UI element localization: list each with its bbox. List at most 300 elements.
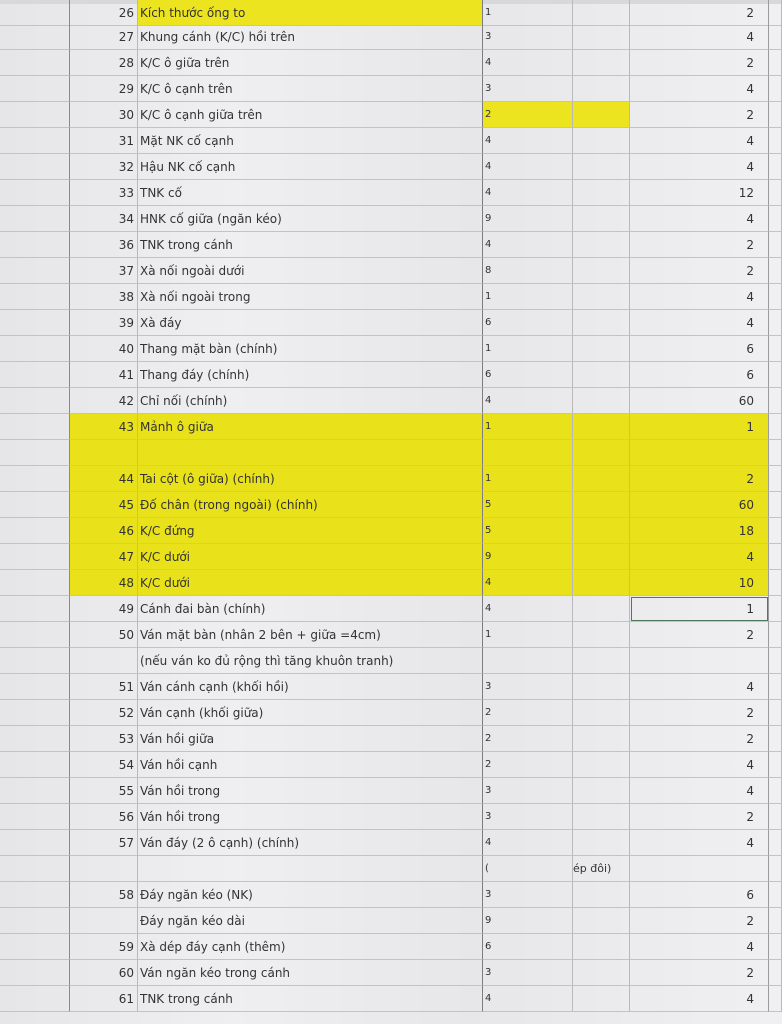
row-header-cell xyxy=(0,622,70,648)
edge-cell xyxy=(769,908,782,934)
row-header-cell xyxy=(0,128,70,154)
total-cell[interactable]: 2 xyxy=(630,232,769,258)
item-name-cell[interactable]: Chỉ nối (chính) xyxy=(138,388,483,414)
note-cell[interactable] xyxy=(573,232,630,258)
total-cell[interactable] xyxy=(630,856,769,882)
total-cell[interactable]: 4 xyxy=(630,284,769,310)
row-header-cell xyxy=(0,830,70,856)
total-cell[interactable] xyxy=(630,648,769,674)
note-cell[interactable] xyxy=(573,908,630,934)
qty-cell[interactable]: 4 xyxy=(483,596,573,622)
qty-cell[interactable]: 5 xyxy=(483,518,573,544)
item-name-cell[interactable]: K/C đứng xyxy=(138,518,483,544)
stt-cell[interactable]: 52 xyxy=(70,700,138,726)
stt-cell[interactable]: 42 xyxy=(70,388,138,414)
row-header-cell xyxy=(0,856,70,882)
total-cell[interactable]: 1 xyxy=(630,414,769,440)
table-row xyxy=(0,258,782,284)
table-row xyxy=(0,336,782,362)
note-cell[interactable] xyxy=(573,544,630,570)
qty-cell[interactable]: 4 xyxy=(483,986,573,1012)
row-header-cell xyxy=(0,544,70,570)
row-header-cell xyxy=(0,778,70,804)
row-header-cell xyxy=(0,336,70,362)
item-name-cell[interactable]: Thang mặt bàn (chính) xyxy=(138,336,483,362)
stt-cell[interactable]: 27 xyxy=(70,24,138,50)
table-row xyxy=(0,986,782,1012)
qty-cell[interactable]: 1 xyxy=(483,336,573,362)
total-cell[interactable]: 18 xyxy=(630,518,769,544)
table-row xyxy=(0,544,782,570)
stt-cell[interactable]: 28 xyxy=(70,50,138,76)
edge-cell xyxy=(769,804,782,830)
edge-cell xyxy=(769,414,782,440)
total-cell[interactable]: 4 xyxy=(630,76,769,102)
total-cell[interactable]: 2 xyxy=(630,908,769,934)
qty-cell[interactable]: ( xyxy=(483,856,573,882)
qty-cell[interactable]: 1 xyxy=(483,466,573,492)
qty-cell[interactable]: 4 xyxy=(483,180,573,206)
stt-cell[interactable] xyxy=(70,856,138,882)
note-cell[interactable] xyxy=(573,24,630,50)
row-header-cell xyxy=(0,232,70,258)
qty-cell[interactable]: 3 xyxy=(483,804,573,830)
item-name-cell[interactable]: Ván ngăn kéo trong cánh xyxy=(138,960,483,986)
stt-cell[interactable]: 53 xyxy=(70,726,138,752)
row-header-cell xyxy=(0,466,70,492)
qty-cell[interactable]: 2 xyxy=(483,700,573,726)
item-name-cell[interactable]: (nếu ván ko đủ rộng thì tăng khuôn tranh) xyxy=(138,648,483,674)
stt-cell[interactable]: 60 xyxy=(70,960,138,986)
item-name-cell[interactable]: Tai cột (ô giữa) (chính) xyxy=(138,466,483,492)
item-name-cell[interactable]: Đố chân (trong ngoài) (chính) xyxy=(138,492,483,518)
total-cell[interactable] xyxy=(630,440,769,466)
row-header-cell xyxy=(0,76,70,102)
item-name-cell[interactable]: Ván cánh cạnh (khối hồi) xyxy=(138,674,483,700)
note-cell[interactable] xyxy=(573,362,630,388)
note-cell[interactable] xyxy=(573,934,630,960)
edge-cell xyxy=(769,24,782,50)
item-name-cell[interactable]: HNK cố giữa (ngăn kéo) xyxy=(138,206,483,232)
table-row xyxy=(0,648,782,674)
total-cell[interactable]: 4 xyxy=(630,778,769,804)
qty-cell[interactable]: 8 xyxy=(483,258,573,284)
item-name-cell[interactable]: K/C ô giữa trên xyxy=(138,50,483,76)
note-cell[interactable] xyxy=(573,596,630,622)
stt-cell[interactable]: 46 xyxy=(70,518,138,544)
item-name-cell[interactable]: Xà nối ngoài trong xyxy=(138,284,483,310)
table-row xyxy=(0,934,782,960)
item-name-cell[interactable]: K/C dưới xyxy=(138,570,483,596)
qty-cell[interactable]: 3 xyxy=(483,76,573,102)
qty-cell[interactable]: 4 xyxy=(483,388,573,414)
row-header-cell xyxy=(0,284,70,310)
qty-cell[interactable]: 3 xyxy=(483,674,573,700)
total-cell[interactable]: 2 xyxy=(630,258,769,284)
qty-cell[interactable]: 6 xyxy=(483,310,573,336)
stt-cell[interactable] xyxy=(70,648,138,674)
stt-cell[interactable]: 32 xyxy=(70,154,138,180)
edge-cell xyxy=(769,778,782,804)
row-header-cell xyxy=(0,700,70,726)
total-cell[interactable]: 1 xyxy=(630,596,769,622)
stt-cell[interactable]: 56 xyxy=(70,804,138,830)
stt-cell[interactable]: 41 xyxy=(70,362,138,388)
item-name-cell[interactable]: TNK trong cánh xyxy=(138,232,483,258)
total-cell[interactable]: 4 xyxy=(630,24,769,50)
row-header-cell xyxy=(0,804,70,830)
table-row xyxy=(0,960,782,986)
item-name-cell[interactable]: Mảnh ô giữa xyxy=(138,414,483,440)
edge-cell xyxy=(769,674,782,700)
note-cell[interactable] xyxy=(573,570,630,596)
note-cell[interactable] xyxy=(573,882,630,908)
note-cell[interactable] xyxy=(573,700,630,726)
stt-cell[interactable]: 39 xyxy=(70,310,138,336)
table-row xyxy=(0,674,782,700)
total-cell[interactable]: 6 xyxy=(630,882,769,908)
edge-cell xyxy=(769,960,782,986)
table-row xyxy=(0,752,782,778)
stt-cell[interactable]: 45 xyxy=(70,492,138,518)
row-header-cell xyxy=(0,362,70,388)
row-header-cell xyxy=(0,50,70,76)
stt-cell[interactable]: 36 xyxy=(70,232,138,258)
stt-cell[interactable]: 29 xyxy=(70,76,138,102)
qty-cell[interactable]: 9 xyxy=(483,544,573,570)
total-cell[interactable]: 2 xyxy=(630,700,769,726)
stt-cell[interactable]: 43 xyxy=(70,414,138,440)
table-row xyxy=(0,908,782,934)
qty-cell[interactable]: 2 xyxy=(483,752,573,778)
stt-cell[interactable]: 58 xyxy=(70,882,138,908)
table-row xyxy=(0,596,782,622)
table-row xyxy=(0,50,782,76)
edge-cell xyxy=(769,466,782,492)
total-cell[interactable]: 60 xyxy=(630,388,769,414)
edge-cell xyxy=(769,128,782,154)
edge-cell xyxy=(769,336,782,362)
stt-cell[interactable]: 37 xyxy=(70,258,138,284)
qty-cell[interactable]: 3 xyxy=(483,778,573,804)
edge-cell xyxy=(769,882,782,908)
stt-cell[interactable]: 38 xyxy=(70,284,138,310)
table-row xyxy=(0,414,782,440)
qty-cell[interactable]: 4 xyxy=(483,232,573,258)
edge-cell xyxy=(769,440,782,466)
item-name-cell[interactable]: Xà đáy xyxy=(138,310,483,336)
edge-cell xyxy=(769,726,782,752)
table-row xyxy=(0,492,782,518)
table-row xyxy=(0,180,782,206)
total-cell[interactable]: 4 xyxy=(630,310,769,336)
row-header-cell xyxy=(0,154,70,180)
edge-cell xyxy=(769,102,782,128)
table-row xyxy=(0,726,782,752)
table-row xyxy=(0,388,782,414)
qty-cell[interactable]: 1 xyxy=(483,284,573,310)
note-cell[interactable] xyxy=(573,102,630,128)
edge-cell xyxy=(769,388,782,414)
item-name-cell[interactable] xyxy=(138,856,483,882)
stt-cell[interactable]: 57 xyxy=(70,830,138,856)
stt-cell[interactable]: 40 xyxy=(70,336,138,362)
note-cell[interactable] xyxy=(573,726,630,752)
qty-cell[interactable]: 1 xyxy=(483,0,573,26)
edge-cell xyxy=(769,206,782,232)
qty-cell[interactable]: 9 xyxy=(483,206,573,232)
row-header-cell xyxy=(0,414,70,440)
table-row xyxy=(0,882,782,908)
item-name-cell[interactable]: Đáy ngăn kéo dài xyxy=(138,908,483,934)
item-name-cell[interactable]: K/C ô cạnh trên xyxy=(138,76,483,102)
edge-cell xyxy=(769,518,782,544)
note-cell[interactable] xyxy=(573,414,630,440)
note-cell[interactable] xyxy=(573,0,630,26)
qty-cell[interactable]: 6 xyxy=(483,934,573,960)
edge-cell xyxy=(769,570,782,596)
table-row xyxy=(0,570,782,596)
item-name-cell[interactable]: K/C ô cạnh giữa trên xyxy=(138,102,483,128)
item-name-cell[interactable]: Thang đáy (chính) xyxy=(138,362,483,388)
stt-cell[interactable]: 49 xyxy=(70,596,138,622)
item-name-cell[interactable]: Ván hồi trong xyxy=(138,804,483,830)
stt-cell[interactable]: 54 xyxy=(70,752,138,778)
stt-cell[interactable] xyxy=(70,440,138,466)
qty-cell[interactable]: 4 xyxy=(483,570,573,596)
stt-cell[interactable]: 30 xyxy=(70,102,138,128)
row-header-cell xyxy=(0,674,70,700)
stt-cell[interactable]: 34 xyxy=(70,206,138,232)
item-name-cell[interactable]: TNK trong cánh xyxy=(138,986,483,1012)
note-cell[interactable] xyxy=(573,960,630,986)
qty-cell[interactable]: 2 xyxy=(483,726,573,752)
qty-cell[interactable]: 3 xyxy=(483,960,573,986)
table-row xyxy=(0,856,782,882)
row-header-cell xyxy=(0,596,70,622)
table-row xyxy=(0,778,782,804)
edge-cell xyxy=(769,596,782,622)
note-cell[interactable] xyxy=(573,648,630,674)
total-cell[interactable]: 4 xyxy=(630,154,769,180)
row-header-cell xyxy=(0,206,70,232)
row-header-cell xyxy=(0,518,70,544)
row-header-cell xyxy=(0,986,70,1012)
item-name-cell[interactable]: Mặt NK cố cạnh xyxy=(138,128,483,154)
stt-cell[interactable]: 61 xyxy=(70,986,138,1012)
total-cell[interactable]: 4 xyxy=(630,674,769,700)
qty-cell[interactable] xyxy=(483,648,573,674)
item-name-cell[interactable]: Cánh đai bàn (chính) xyxy=(138,596,483,622)
stt-cell[interactable]: 33 xyxy=(70,180,138,206)
edge-cell xyxy=(769,362,782,388)
note-cell[interactable] xyxy=(573,50,630,76)
note-cell[interactable] xyxy=(573,752,630,778)
stt-cell[interactable]: 50 xyxy=(70,622,138,648)
table-row xyxy=(0,284,782,310)
table-row xyxy=(0,154,782,180)
qty-cell[interactable]: 4 xyxy=(483,50,573,76)
table-row xyxy=(0,102,782,128)
row-header-cell xyxy=(0,960,70,986)
total-cell[interactable]: 2 xyxy=(630,726,769,752)
edge-cell xyxy=(769,830,782,856)
qty-cell[interactable]: 1 xyxy=(483,414,573,440)
table-row xyxy=(0,700,782,726)
total-cell[interactable]: 2 xyxy=(630,960,769,986)
stt-cell[interactable]: 59 xyxy=(70,934,138,960)
note-cell[interactable] xyxy=(573,388,630,414)
item-name-cell[interactable]: Ván hồi cạnh xyxy=(138,752,483,778)
item-name-cell[interactable]: Đáy ngăn kéo (NK) xyxy=(138,882,483,908)
item-name-cell[interactable]: Kích thước ống to xyxy=(138,0,483,26)
row-header-cell xyxy=(0,934,70,960)
stt-cell[interactable]: 55 xyxy=(70,778,138,804)
item-name-cell[interactable]: Ván hồi giữa xyxy=(138,726,483,752)
note-cell[interactable] xyxy=(573,76,630,102)
note-cell[interactable] xyxy=(573,466,630,492)
edge-cell xyxy=(769,310,782,336)
qty-cell[interactable]: 2 xyxy=(483,102,573,128)
note-cell[interactable] xyxy=(573,284,630,310)
row-header-cell xyxy=(0,492,70,518)
total-cell[interactable]: 4 xyxy=(630,752,769,778)
table-row xyxy=(0,0,782,26)
stt-cell[interactable]: 48 xyxy=(70,570,138,596)
table-row xyxy=(0,206,782,232)
row-header-cell xyxy=(0,0,70,26)
total-cell[interactable]: 2 xyxy=(630,50,769,76)
total-cell[interactable]: 4 xyxy=(630,830,769,856)
total-cell[interactable]: 60 xyxy=(630,492,769,518)
note-cell[interactable] xyxy=(573,674,630,700)
table-row xyxy=(0,466,782,492)
item-name-cell[interactable]: Hậu NK cố cạnh xyxy=(138,154,483,180)
row-header-cell xyxy=(0,310,70,336)
row-header-cell xyxy=(0,180,70,206)
item-name-cell[interactable]: Xà dép đáy cạnh (thêm) xyxy=(138,934,483,960)
qty-cell[interactable]: 1 xyxy=(483,622,573,648)
edge-cell xyxy=(769,258,782,284)
note-cell[interactable]: ép đôi) xyxy=(573,856,630,882)
item-name-cell[interactable]: Ván đáy (2 ô cạnh) (chính) xyxy=(138,830,483,856)
qty-cell[interactable]: 3 xyxy=(483,24,573,50)
row-header-cell xyxy=(0,648,70,674)
table-row xyxy=(0,440,782,466)
table-row xyxy=(0,622,782,648)
qty-cell[interactable]: 3 xyxy=(483,882,573,908)
edge-cell xyxy=(769,752,782,778)
total-cell[interactable]: 4 xyxy=(630,206,769,232)
qty-cell[interactable]: 6 xyxy=(483,362,573,388)
qty-cell[interactable]: 4 xyxy=(483,154,573,180)
item-name-cell[interactable]: Khung cánh (K/C) hồi trên xyxy=(138,24,483,50)
edge-cell xyxy=(769,986,782,1012)
stt-cell[interactable]: 31 xyxy=(70,128,138,154)
note-cell[interactable] xyxy=(573,258,630,284)
item-name-cell[interactable]: Ván mặt bàn (nhân 2 bên + giữa =4cm) xyxy=(138,622,483,648)
note-cell[interactable] xyxy=(573,180,630,206)
edge-cell xyxy=(769,856,782,882)
qty-cell[interactable] xyxy=(483,440,573,466)
table-row xyxy=(0,76,782,102)
stt-cell[interactable]: 26 xyxy=(70,0,138,26)
note-cell[interactable] xyxy=(573,518,630,544)
qty-cell[interactable]: 9 xyxy=(483,908,573,934)
edge-cell xyxy=(769,180,782,206)
total-cell[interactable]: 6 xyxy=(630,336,769,362)
item-name-cell[interactable]: Xà nối ngoài dưới xyxy=(138,258,483,284)
total-cell[interactable]: 2 xyxy=(630,0,769,26)
item-name-cell[interactable]: Ván cạnh (khối giữa) xyxy=(138,700,483,726)
item-name-cell[interactable] xyxy=(138,440,483,466)
note-cell[interactable] xyxy=(573,492,630,518)
total-cell[interactable]: 2 xyxy=(630,622,769,648)
item-name-cell[interactable]: K/C dưới xyxy=(138,544,483,570)
note-cell[interactable] xyxy=(573,986,630,1012)
note-cell[interactable] xyxy=(573,440,630,466)
total-cell[interactable]: 4 xyxy=(630,544,769,570)
note-cell[interactable] xyxy=(573,830,630,856)
stt-cell[interactable] xyxy=(70,908,138,934)
stt-cell[interactable]: 44 xyxy=(70,466,138,492)
table-row xyxy=(0,518,782,544)
note-cell[interactable] xyxy=(573,778,630,804)
row-header-cell xyxy=(0,570,70,596)
row-header-cell xyxy=(0,882,70,908)
total-cell[interactable]: 10 xyxy=(630,570,769,596)
row-header-cell xyxy=(0,440,70,466)
stt-cell[interactable]: 51 xyxy=(70,674,138,700)
table-row xyxy=(0,310,782,336)
item-name-cell[interactable]: Ván hồi trong xyxy=(138,778,483,804)
row-header-cell xyxy=(0,908,70,934)
edge-cell xyxy=(769,0,782,26)
edge-cell xyxy=(769,648,782,674)
total-cell[interactable]: 2 xyxy=(630,102,769,128)
edge-cell xyxy=(769,934,782,960)
note-cell[interactable] xyxy=(573,128,630,154)
qty-cell[interactable]: 4 xyxy=(483,128,573,154)
stt-cell[interactable]: 47 xyxy=(70,544,138,570)
total-cell[interactable]: 4 xyxy=(630,934,769,960)
note-cell[interactable] xyxy=(573,804,630,830)
note-cell[interactable] xyxy=(573,154,630,180)
item-name-cell[interactable]: TNK cố xyxy=(138,180,483,206)
row-header-cell xyxy=(0,726,70,752)
table-row xyxy=(0,804,782,830)
total-cell[interactable]: 4 xyxy=(630,128,769,154)
edge-cell xyxy=(769,492,782,518)
table-row xyxy=(0,24,782,50)
total-cell[interactable]: 4 xyxy=(630,986,769,1012)
total-cell[interactable]: 6 xyxy=(630,362,769,388)
edge-cell xyxy=(769,76,782,102)
note-cell[interactable] xyxy=(573,206,630,232)
qty-cell[interactable]: 5 xyxy=(483,492,573,518)
note-cell[interactable] xyxy=(573,622,630,648)
note-cell[interactable] xyxy=(573,336,630,362)
total-cell[interactable]: 12 xyxy=(630,180,769,206)
total-cell[interactable]: 2 xyxy=(630,804,769,830)
total-cell[interactable]: 2 xyxy=(630,466,769,492)
qty-cell[interactable]: 4 xyxy=(483,830,573,856)
edge-cell xyxy=(769,232,782,258)
row-header-cell xyxy=(0,258,70,284)
note-cell[interactable] xyxy=(573,310,630,336)
table-row xyxy=(0,362,782,388)
row-header-cell xyxy=(0,24,70,50)
